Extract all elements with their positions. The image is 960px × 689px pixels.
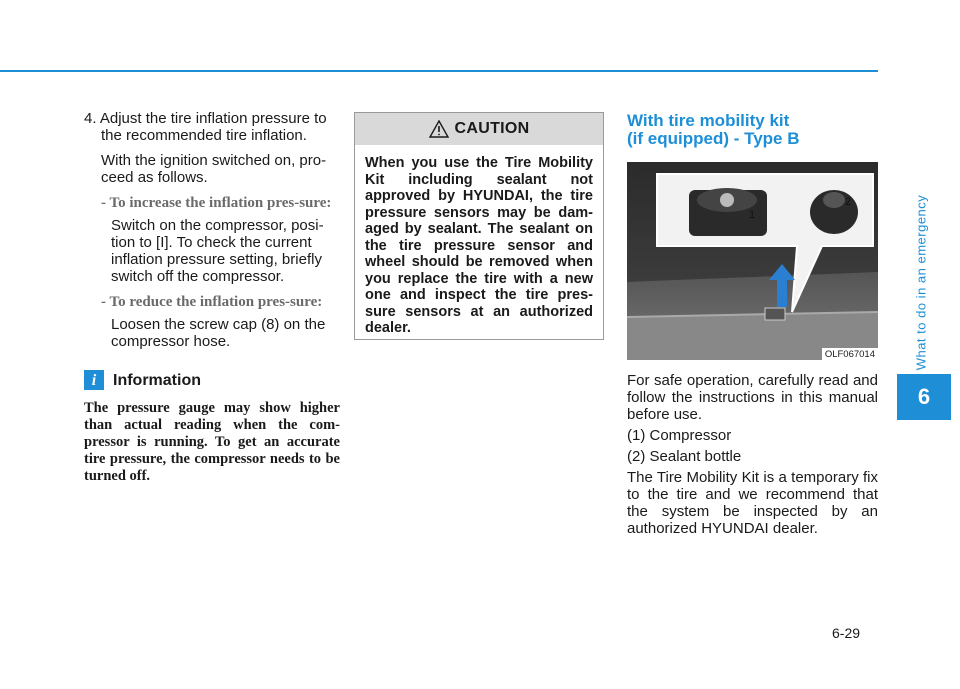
information-text: The pressure gauge may show higher than actual reading when the com-pressor is running. To get an accurate tire pressure, the compressor needs to be turned off. — [84, 400, 340, 484]
intro-text: For safe operation, carefully read and follow the instructions in this manual before use. — [627, 372, 878, 423]
photo-code: OLF067014 — [822, 348, 878, 360]
page-number: 6-29 — [832, 625, 861, 641]
trunk-photo — [627, 162, 878, 360]
warning-triangle-icon — [429, 120, 449, 138]
step-4-text: 4. Adjust the tire inflation pressure to the recommended tire inflation. — [84, 110, 327, 144]
chapter-side-label — [897, 194, 945, 371]
information-heading — [84, 370, 340, 390]
callout-number-1: 1 — [749, 209, 756, 221]
item-compressor: (1) Compressor — [627, 427, 732, 444]
section-title-line-2: (if equipped) - Type B — [627, 129, 800, 148]
information-icon: i — [84, 370, 104, 390]
column-right — [627, 112, 878, 541]
column-left — [84, 110, 340, 485]
caution-header — [355, 113, 603, 145]
section-title — [627, 112, 878, 148]
increase-pressure-heading: - To increase the inflation pres-sure: — [101, 195, 332, 211]
caution-box — [354, 112, 604, 340]
ignition-text: With the ignition switched on, pro-ceed as follows. — [101, 152, 327, 186]
caution-title: CAUTION — [454, 120, 530, 137]
chapter-title: What to do in an emergency — [913, 194, 929, 371]
section-title-line-1: With tire mobility kit — [627, 111, 790, 130]
chapter-number-tab: 6 — [897, 374, 951, 420]
item-sealant-bottle: (2) Sealant bottle — [627, 448, 742, 465]
information-title: Information — [113, 371, 201, 389]
callout-number-2: 2 — [845, 196, 852, 208]
header-rule — [0, 70, 878, 72]
reduce-pressure-heading: - To reduce the inflation pres-sure: — [101, 294, 323, 310]
kit-description — [627, 372, 878, 537]
trunk-illustration — [627, 162, 878, 360]
reduce-pressure-text: Loosen the screw cap (8) on the compressor hose. — [111, 316, 326, 350]
increase-pressure-text: Switch on the compressor, posi-tion to [I]. To check the current inflation pressure setting, briefly switch off the compressor. — [111, 217, 324, 285]
caution-text: When you use the Tire Mobility Kit including sealant not approved by HYUNDAI, the tire pressure sensors may be dam-aged by sealant. The sealant on the tire pressure sensor and wheel should be removed when you replace the tire with a new one and inspect the tire pres-sure sensors at an authorized dealer. — [365, 155, 593, 336]
closing-text: The Tire Mobility Kit is a temporary fix to the tire and we recommend that the system be inspected by an authorized HYUNDAI dealer. — [627, 469, 878, 537]
